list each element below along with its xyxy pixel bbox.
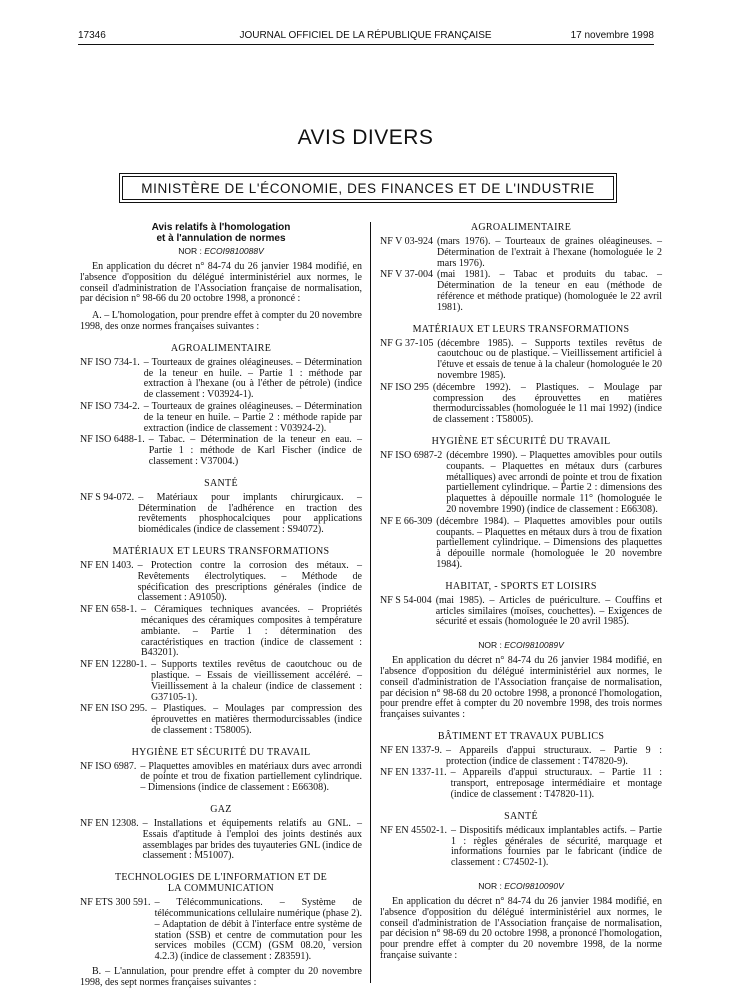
nor-code: ECOI9810090V [504,881,564,892]
norm-item [380,339,662,382]
nor-reference [80,246,362,256]
nor-reference [380,640,662,650]
nor-label: NOR : [478,881,502,892]
ministry-name: MINISTÈRE DE L'ÉCONOMIE, DES FINANCES ET DE L'INDUSTRIE [122,176,614,200]
norm-text: – Dispositifs médicaux implantables actifs. – Partie 1 : règles générales de sécurité, marquage et informations fournies par le fabricant (indice de classement : C74502-1). [450,824,662,869]
nor-code: ECOI9810088V [204,246,264,256]
norm-code: NF E 66-309 [380,515,433,527]
section-title: TECHNOLOGIES DE L'INFORMATION ET DE LA COMMUNICATION [114,872,328,895]
section-title: MATÉRIAUX ET LEURS TRANSFORMATIONS [412,323,630,335]
section-title: SANTÉ [504,810,538,822]
norm-item [80,660,362,703]
norm-code: NF EN 1403. [80,559,134,571]
norm-text: – Tabac. – Détermination de la teneur en eau. – Partie 1 : méthode de Karl Fischer (indice de classement : V37004.) [148,434,362,467]
norm-code: NF S 94-072. [80,491,135,503]
norm-text: – Protection contre la corrosion des métaux. – Revêtements électrolytiques. – Méthode de spécification des prescriptions générales (indice de classement : A91050). [137,559,362,604]
norm-item [80,704,362,736]
norm-item [380,768,662,800]
norm-item [380,237,662,269]
header-rule [78,44,654,45]
right-column [380,222,662,962]
norm-code: NF ISO 6987-2 [380,449,443,461]
norm-code: NF G 37-105 [380,337,434,349]
norm-text: (décembre 1992). – Plastiques. – Moulage par compression des éprouvettes en matières thermodurcissables (homologuée le 11 mai 1992) (indice de classement : T58005). [432,381,662,426]
ministry-box [119,173,617,203]
norm-item [380,826,662,869]
norm-code: NF ISO 295 [380,381,429,393]
norm-text: – Télécommunications. – Système de télécommunications cellulaire numérique (phase 2). – Adaptation de débit à l'interface entre système de station (SSB) et centre de commutation pour les services mobiles (CCM) (GSM 08.20, version 4.2.3) (indice de classement : Z83591). [154,897,362,963]
norm-text: – Plastiques. – Moulages par compression des éprouvettes en matières thermodurcissables (indice de classement : T58005). [151,703,362,736]
intro-paragraph: En application du décret n° 84-74 du 26 janvier 1984 modifié, en l'absence d'opposition du délégué interministériel aux normes, le conseil d'administration de l'Association française de normalisation, par décision n° 98-68 du 20 octobre 1998, a prononcé l'homologation, pour prendre effet à compter du 20 novembre 1998, des trois normes françaises suivantes : [380,655,662,721]
norm-item [80,402,362,434]
section-title: HYGIÈNE ET SÉCURITÉ DU TRAVAIL [131,746,311,758]
norm-code: NF ISO 734-2. [80,400,140,412]
norm-text: (mai 1985). – Articles de puériculture. – Couffins et articles similaires (moïses, couchettes). – Exigences de sécurité et essais (homologuée le 20 avril 1985). [435,594,662,628]
page-title: AVIS DIVERS [297,126,434,149]
norm-text: (décembre 1990). – Plaquettes amovibles pour outils coupants. – Plaquettes en métaux durs (carbures métalliques) avec arrondi de pointe et trou de fixation partiellement cylindrique. – Partie 2 : dimensions des plaquettes à dépouille normale 11° (homologuée le 20 novembre 1990) (indice de classement : E66308). [446,449,662,515]
norm-text: – Céramiques techniques avancées. – Propriétés mécaniques des céramiques composites à température ambiante. – Partie 1 : détermination des caractéristiques en traction (indice de classement : B43201). [140,604,362,659]
norm-code: NF ISO 6488-1. [80,434,145,446]
norm-code: NF EN 12280-1. [80,659,147,671]
norm-text: – Supports textiles revêtus de caoutchouc ou de plastique. – Essais de vieillissement accéléré. – Vieillissement à la chaleur (indice de classement : G37105-1). [150,659,362,703]
norm-code: NF EN 12308. [80,818,139,830]
norm-item [380,383,662,426]
norm-item [80,762,362,794]
norm-code: NF ISO 734-1. [80,356,140,368]
column-divider [370,222,371,983]
journal-title: JOURNAL OFFICIEL DE LA RÉPUBLIQUE FRANÇAISE [239,30,492,41]
notice-title-line-2: et à l'annulation de normes [156,233,286,244]
nor-reference [380,881,662,891]
norm-text: (décembre 1984). – Plaquettes amovibles pour outils coupants. – Plaquettes en métaux durs à trou de fixation partiellement cylindrique. – Dimensions des plaquettes à dépouille normale (homologuée le 20 novembre 1984). [436,515,662,570]
norm-code: NF V 37-004 [380,269,433,281]
intro-paragraph: En application du décret n° 84-74 du 26 janvier 1984 modifié, en l'absence d'opposition du délégué interministériel aux normes, le conseil d'administration de l'Association française de normalisation, par décision n° 98-69 du 20 octobre 1998, a prononcé l'homologation, pour prendre effet à compter du 20 novembre 1998, de la norme française suivante : [380,896,662,962]
norm-text: – Tourteaux de graines oléagineuses. – Détermination de la teneur en huile. – Partie 2 : méthode rapide par extraction (indice de classement : V03924-2). [143,400,362,434]
norm-text: – Installations et équipements relatifs au GNL. – Essais d'aptitude à l'emploi des joints destinés aux assemblages par brides des tuyauteries GNL (indice de classement : M51007). [142,818,362,862]
norm-text: (décembre 1985). – Supports textiles revêtus de caoutchouc ou de plastique. – Vieillissement artificiel à l'étuve et essais de tenue à la chaleur (homologuée le 20 novembre 1985). [437,337,662,381]
norm-item [380,451,662,516]
norm-item [380,270,662,313]
norm-text: – Matériaux pour implants chirurgicaux. – Détermination de l'adhérence en traction des revêtements phosphocalciques pour applications biomédicales (indice de classement : S94072). [138,491,362,536]
issue-date: 17 novembre 1998 [570,30,654,41]
section-title: SANTÉ [204,477,238,489]
norm-code: NF ISO 6987. [80,760,137,772]
section-title: AGROALIMENTAIRE [470,222,572,233]
part-b-paragraph: B. – L'annulation, pour prendre effet à compter du 20 novembre 1998, des sept normes françaises suivantes : [80,966,362,988]
norm-code: NF EN ISO 295. [80,703,148,715]
section-title: AGROALIMENTAIRE [170,342,272,354]
notice-title-line-1: Avis relatifs à l'homologation [151,222,291,233]
norm-text: (mars 1976). – Tourteaux de graines oléagineuses. – Détermination de l'extrait à l'hexane (homologuée le 2 mars 1976). [436,236,662,269]
norm-item [80,493,362,536]
norm-text: (mai 1981). – Tabac et produits du tabac. – Détermination de la teneur en eau (méthode de référence et méthode pratique) (homologuée le 22 avril 1981). [436,269,662,313]
section-title: HABITAT, - SPORTS ET LOISIRS [445,580,597,592]
page-number: 17346 [78,30,106,41]
nor-label: NOR : [178,246,202,256]
norm-text: – Appareils d'appui structuraux. – Partie 9 : protection (indice de classement : T47820-9). [445,744,662,767]
norm-text: – Appareils d'appui structuraux. – Partie 11 : transport, entreposage intermédiaire et montage (indice de classement : T47820-11). [450,767,662,801]
norm-code: NF S 54-004 [380,594,432,606]
norm-item [80,358,362,401]
norm-code: NF EN 1337-11. [380,767,447,779]
norm-code: NF ETS 300 591. [80,897,151,909]
part-a-paragraph: A. – L'homologation, pour prendre effet à compter du 20 novembre 1998, des onze normes françaises suivantes : [80,310,362,332]
norm-item [380,746,662,768]
norm-item [80,435,362,467]
section-title: MATÉRIAUX ET LEURS TRANSFORMATIONS [112,545,330,557]
section-title: HYGIÈNE ET SÉCURITÉ DU TRAVAIL [431,435,611,447]
norm-code: NF EN 1337-9. [380,744,442,756]
norm-item [80,605,362,659]
norm-item [380,596,662,628]
section-title: BÂTIMENT ET TRAVAUX PUBLICS [437,730,605,742]
norm-item [80,898,362,963]
norm-code: NF EN 658-1. [80,604,137,616]
norm-code: NF V 03-924 [380,236,433,247]
intro-paragraph: En application du décret n° 84-74 du 26 janvier 1984 modifié, en l'absence d'opposition du délégué interministériel aux normes, le conseil d'administration de l'Association française de normalisation, par décision n° 98-66 du 20 octobre 1998, a prononcé : [80,261,362,305]
nor-label: NOR : [478,640,502,651]
nor-code: ECOI9810089V [504,640,564,651]
norm-item [380,517,662,571]
left-column [80,222,362,989]
norm-text: – Plaquettes amovibles en matériaux durs avec arrondi de pointe et trou de fixation partiellement cylindrique. – Dimensions (indice de classement : E66308). [140,760,362,794]
norm-item [80,561,362,604]
section-title: GAZ [210,804,232,816]
norm-code: NF EN 45502-1. [380,824,447,836]
norm-text: – Tourteaux de graines oléagineuses. – Détermination de la teneur en huile. – Partie 1 : méthode par extraction à l'hexane (ou à l'éther de pétrole) (indice de classement : V03924-1). [143,356,362,401]
norm-item [80,819,362,862]
